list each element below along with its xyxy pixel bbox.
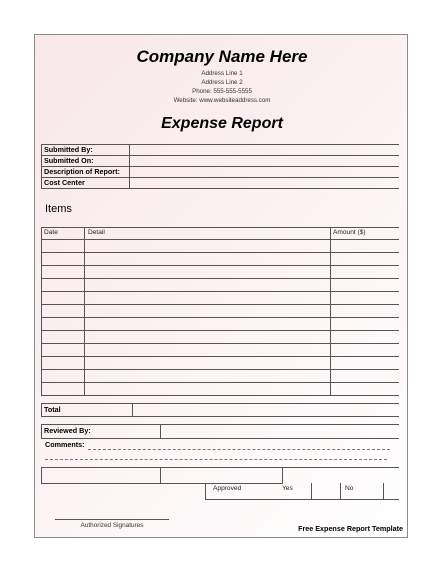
- yes-label: Yes: [282, 485, 293, 492]
- table-row[interactable]: [41, 317, 399, 330]
- template-label: Free Expense Report Template: [298, 524, 403, 533]
- table-row[interactable]: [41, 252, 399, 265]
- submitted-by-label: Submitted By:: [44, 145, 93, 154]
- expense-report-sheet: [34, 34, 408, 538]
- col-date-header: Date: [44, 229, 58, 236]
- reviewed-by-label: Reviewed By:: [44, 426, 91, 435]
- website-line: Website: www.websiteaddress.com: [173, 97, 271, 104]
- company-name: Company Name Here: [136, 47, 308, 66]
- table-row[interactable]: [41, 369, 399, 382]
- table-row-divider: [41, 395, 399, 396]
- yes-checkbox[interactable]: [313, 485, 338, 497]
- total-field[interactable]: [134, 404, 397, 415]
- col-amount-header: Amount ($): [333, 229, 366, 236]
- cost-center-label: Cost Center: [44, 178, 85, 187]
- reviewed-by-field[interactable]: [162, 425, 397, 437]
- report-title: Expense Report: [161, 115, 283, 132]
- table-row[interactable]: [41, 265, 399, 278]
- items-heading: Items: [45, 203, 72, 215]
- submitted-by-field[interactable]: [131, 145, 397, 154]
- phone-line: Phone: 555-555-5555: [192, 88, 252, 95]
- col-detail-header: Detail: [88, 229, 105, 236]
- no-checkbox[interactable]: [385, 485, 397, 497]
- signature-boxes: [41, 467, 399, 483]
- table-row[interactable]: [41, 343, 399, 356]
- total-label: Total: [44, 405, 61, 414]
- items-table: [41, 227, 399, 395]
- authorized-signatures-label: Authorized Signatures: [80, 522, 144, 529]
- total-row: [41, 403, 399, 416]
- submitted-on-field[interactable]: [131, 156, 397, 165]
- table-row[interactable]: [41, 239, 399, 252]
- approved-label: Approved: [213, 485, 242, 492]
- address-line-1: Address Line 1: [201, 70, 243, 77]
- info-block: [41, 144, 399, 188]
- table-row[interactable]: [41, 382, 399, 395]
- comments-label: Comments:: [45, 440, 85, 449]
- table-row[interactable]: [41, 330, 399, 343]
- submitted-on-label: Submitted On:: [44, 156, 94, 165]
- reviewed-by-row: [41, 424, 399, 438]
- comments-field[interactable]: [89, 441, 391, 449]
- description-field[interactable]: [131, 167, 397, 176]
- cost-center-field[interactable]: [131, 178, 397, 187]
- table-row[interactable]: [41, 356, 399, 369]
- items-table-rows: [41, 227, 399, 395]
- approval-row: [205, 483, 399, 499]
- table-row[interactable]: [41, 278, 399, 291]
- table-row[interactable]: [41, 304, 399, 317]
- signature-line: [55, 519, 169, 520]
- description-label: Description of Report:: [44, 167, 120, 176]
- no-label: No: [345, 485, 354, 492]
- address-line-2: Address Line 2: [201, 79, 243, 86]
- table-row[interactable]: [41, 291, 399, 304]
